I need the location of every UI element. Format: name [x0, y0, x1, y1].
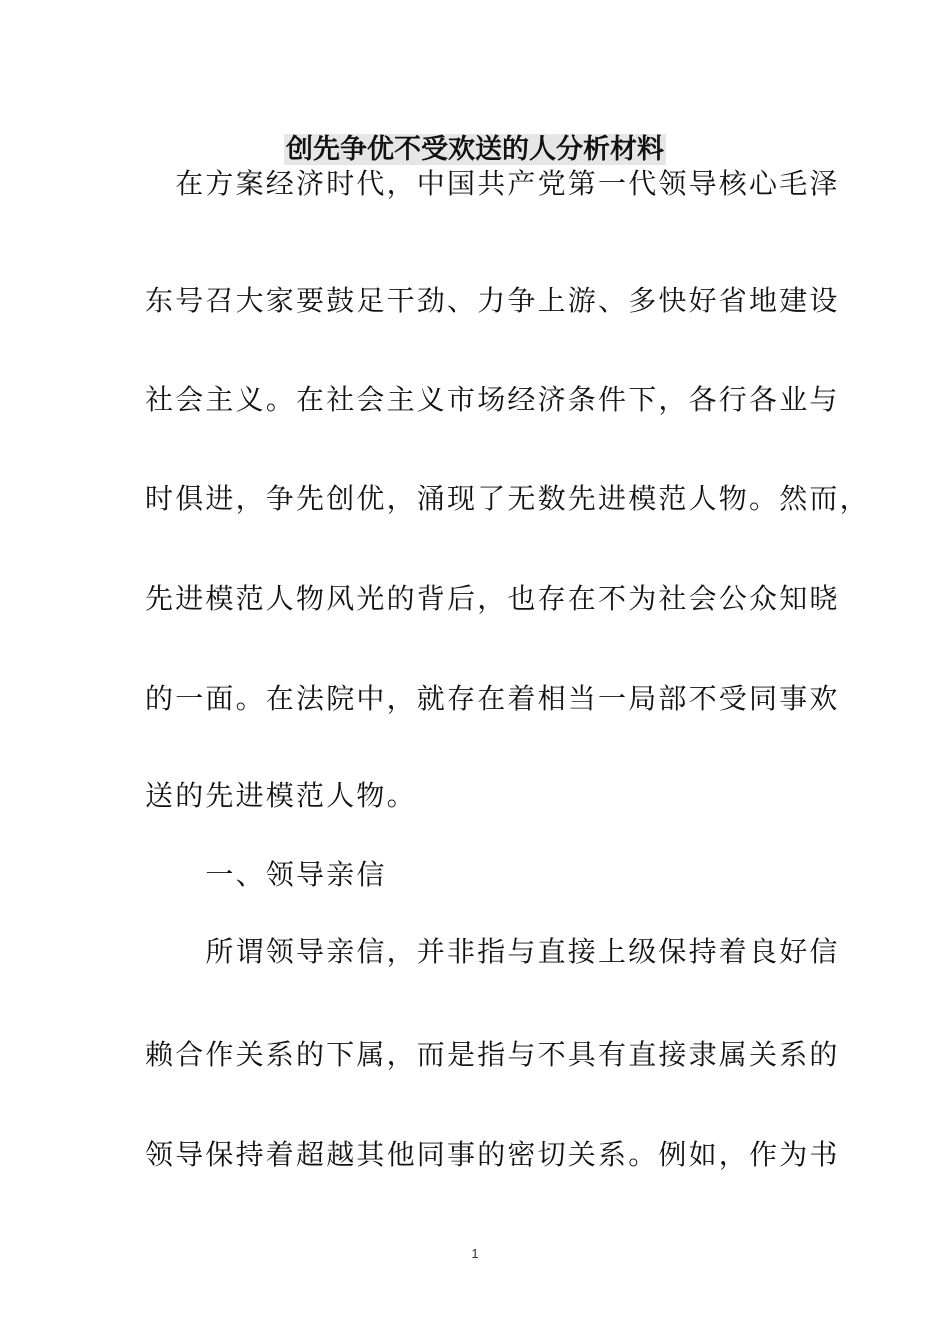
- body-line-11: 领导保持着超越其他同事的密切关系。例如，作为书: [145, 1138, 840, 1171]
- section-heading-1: 一、领导亲信: [145, 858, 387, 891]
- body-line-4: 时俱进，争先创优，涌现了无数先进模范人物。然而，: [145, 482, 870, 515]
- body-line-2: 东号召大家要鼓足干劲、力争上游、多快好省地建设: [145, 284, 840, 317]
- body-line-6: 的一面。在法院中，就存在着相当一局部不受同事欢: [145, 682, 840, 715]
- document-title-text: 创先争优不受欢送的人分析材料: [286, 134, 664, 165]
- body-line-1: 在方案经济时代，中国共产党第一代领导核心毛泽: [145, 167, 840, 200]
- document-title: [0, 132, 950, 168]
- body-line-9: 所谓领导亲信，并非指与直接上级保持着良好信: [145, 935, 840, 968]
- body-line-5: 先进模范人物风光的背后，也存在不为社会公众知晓: [145, 582, 840, 615]
- body-line-3: 社会主义。在社会主义市场经济条件下，各行各业与: [145, 383, 840, 416]
- body-line-10: 赖合作关系的下属，而是指与不具有直接隶属关系的: [145, 1038, 840, 1071]
- body-line-7: 送的先进模范人物。: [145, 779, 417, 812]
- page-number: 1: [471, 1246, 479, 1261]
